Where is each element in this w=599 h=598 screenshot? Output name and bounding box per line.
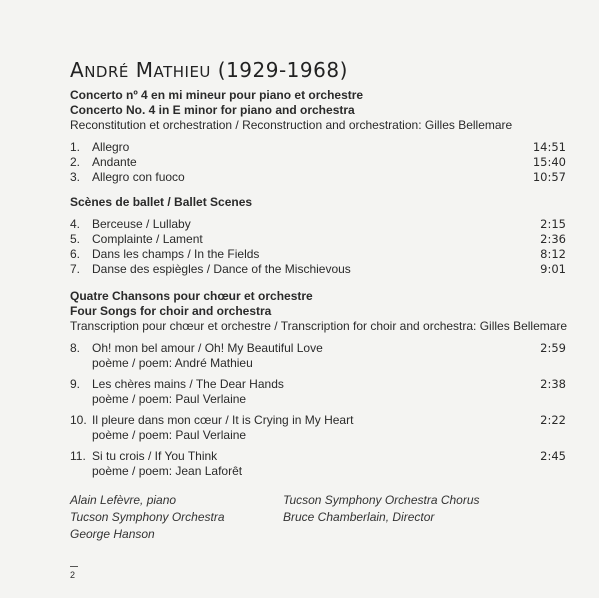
track-number: 3.: [70, 170, 81, 184]
track-duration: 2:38: [540, 377, 566, 391]
track-duration: 2:59: [540, 341, 566, 355]
track-title: Oh! mon bel amour / Oh! My Beautiful Love: [92, 341, 323, 355]
track-row: [70, 140, 566, 155]
track-number: 9.: [70, 377, 81, 391]
track-title: Danse des espiègles / Dance of the Mischievous: [92, 262, 351, 276]
track-row: [70, 449, 566, 464]
track-number: 1.: [70, 140, 81, 154]
composer-heading: [70, 58, 348, 82]
composer-rest: NDRÉ: [84, 63, 129, 81]
surname-rest: ATHIEU: [153, 63, 211, 81]
track-row: [70, 170, 566, 185]
track-duration: 8:12: [540, 247, 566, 261]
page-number: 2: [70, 570, 76, 580]
track-poem-row: [70, 428, 566, 443]
track-row: [70, 232, 566, 247]
track-title: Dans les champs / In the Fields: [92, 247, 260, 261]
composer-dates: (1929-1968): [217, 58, 348, 82]
track-poem: poème / poem: Paul Verlaine: [92, 428, 247, 442]
credits-right: [283, 492, 480, 526]
track-number: 5.: [70, 232, 81, 246]
credit-line: George Hanson: [70, 527, 155, 541]
track-row: [70, 341, 566, 356]
concerto-title-fr: Concerto nº 4 en mi mineur pour piano et orchestre: [70, 88, 364, 102]
track-title: Les chères mains / The Dear Hands: [92, 377, 284, 391]
concerto-note: Reconstitution et orchestration / Reconstruction and orchestration: Gilles Bellemare: [70, 118, 513, 132]
concerto-title-en: Concerto No. 4 in E minor for piano and orchestra: [70, 103, 355, 117]
track-duration: 2:36: [540, 232, 566, 246]
credit-line: Tucson Symphony Orchestra Chorus: [283, 493, 480, 507]
track-row: [70, 413, 566, 428]
track-number: 4.: [70, 217, 81, 231]
track-title: Allegro con fuoco: [92, 170, 185, 184]
track-duration: 2:15: [540, 217, 566, 231]
track-poem-row: [70, 392, 566, 407]
track-title: Si tu crois / If You Think: [92, 449, 218, 463]
track-poem: poème / poem: André Mathieu: [92, 356, 253, 370]
track-poem: poème / poem: Jean Laforêt: [92, 464, 243, 478]
track-poem-row: [70, 356, 566, 371]
track-duration: 10:57: [532, 170, 566, 184]
track-title: Allegro: [92, 140, 130, 154]
track-duration: 2:45: [540, 449, 566, 463]
track-number: 10.: [70, 413, 87, 427]
track-poem: poème / poem: Paul Verlaine: [92, 392, 247, 406]
credit-line: Alain Lefèvre, piano: [70, 493, 177, 507]
page-number-rule: [70, 566, 78, 567]
track-number: 7.: [70, 262, 81, 276]
track-row: [70, 262, 566, 277]
track-row: [70, 155, 566, 170]
credit-line: Bruce Chamberlain, Director: [283, 510, 435, 524]
track-row: [70, 377, 566, 392]
surname-initial: M: [135, 58, 154, 82]
track-number: 11.: [70, 449, 86, 463]
track-title: Andante: [92, 155, 137, 169]
track-number: 8.: [70, 341, 81, 355]
track-duration: 2:22: [540, 413, 566, 427]
track-duration: 14:51: [532, 140, 566, 154]
track-row: [70, 217, 566, 232]
songs-title-fr: Quatre Chansons pour chœur et orchestre: [70, 289, 313, 303]
composer-initial: A: [70, 58, 85, 82]
songs-title-en: Four Songs for choir and orchestra: [70, 304, 272, 318]
ballet-title: Scènes de ballet / Ballet Scenes: [70, 195, 253, 209]
songs-note: Transcription pour chœur et orchestre / Transcription for choir and orchestra: Gilles Bellemare: [70, 319, 568, 333]
track-row: [70, 247, 566, 262]
track-title: Il pleure dans mon cœur / It is Crying in My Heart: [92, 413, 354, 427]
credits-left: [70, 492, 225, 543]
track-number: 6.: [70, 247, 81, 261]
track-title: Complainte / Lament: [92, 232, 203, 246]
track-poem-row: [70, 464, 566, 479]
track-duration: 15:40: [532, 155, 566, 169]
track-title: Berceuse / Lullaby: [92, 217, 191, 231]
credit-line: Tucson Symphony Orchestra: [70, 510, 225, 524]
track-number: 2.: [70, 155, 81, 169]
track-duration: 9:01: [540, 262, 566, 276]
